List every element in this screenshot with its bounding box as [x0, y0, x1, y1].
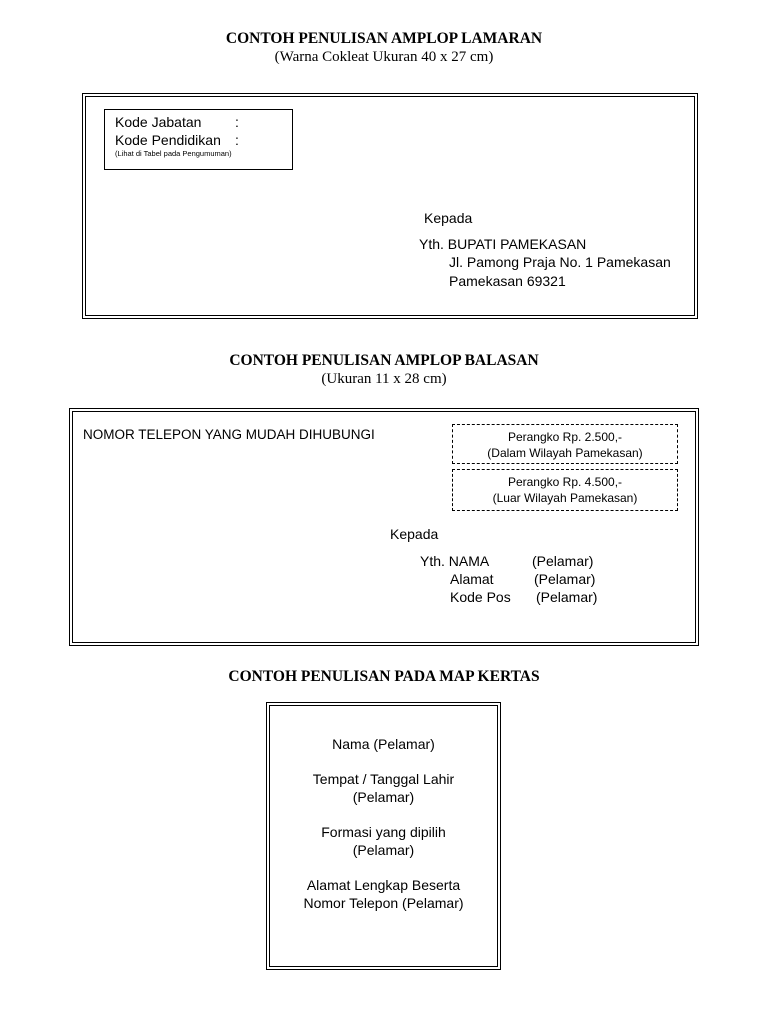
application-envelope: [82, 93, 698, 319]
nama-value: (Pelamar): [532, 553, 594, 569]
alamat-value: (Pelamar): [534, 571, 596, 587]
section2-title: CONTOH PENULISAN AMPLOP BALASAN: [229, 352, 539, 369]
folder-alamat-line2: Nomor Telepon (Pelamar): [303, 895, 464, 911]
folder-alamat-line1: Alamat Lengkap Beserta: [306, 877, 461, 893]
section1-title: CONTOH PENULISAN AMPLOP LAMARAN: [225, 30, 543, 47]
kode-jabatan-label: Kode Jabatan: [115, 114, 202, 130]
phone-note: NOMOR TELEPON YANG MUDAH DIHUBUNGI: [83, 427, 375, 442]
folder-formasi: Formasi yang dipilih: [321, 824, 446, 840]
code-note: (Lihat di Tabel pada Pengumuman): [115, 149, 232, 158]
section1-subtitle: (Warna Cokleat Ukuran 40 x 27 cm): [274, 49, 494, 65]
stamp-box-local: [452, 424, 678, 464]
stamp-outside-price: Perangko Rp. 4.500,-: [507, 475, 623, 489]
alamat-label: Alamat: [450, 571, 494, 587]
stamp-box-outside: [452, 469, 678, 511]
folder-ttl-value: (Pelamar): [352, 789, 415, 805]
nama-label: Yth. NAMA: [420, 553, 490, 569]
kode-jabatan-colon: :: [235, 114, 239, 130]
recipient-address-line1: Jl. Pamong Praja No. 1 Pamekasan: [449, 254, 671, 270]
paper-folder: [266, 702, 501, 970]
code-box: [104, 109, 293, 170]
section3-title: CONTOH PENULISAN PADA MAP KERTAS: [228, 668, 540, 685]
kode-pendidikan-label: Kode Pendidikan: [115, 132, 221, 148]
stamp-local-price: Perangko Rp. 2.500,-: [507, 430, 623, 444]
stamp-local-area: (Dalam Wilayah Pamekasan): [487, 446, 643, 460]
folder-ttl: Tempat / Tanggal Lahir: [312, 771, 455, 787]
kodepos-label: Kode Pos: [450, 589, 511, 605]
kepada-label: Kepada: [424, 210, 473, 226]
recipient-address-line2: Pamekasan 69321: [449, 273, 566, 289]
kodepos-value: (Pelamar): [536, 589, 598, 605]
stamp-outside-area: (Luar Wilayah Pamekasan): [492, 491, 638, 505]
kode-pendidikan-colon: :: [235, 132, 239, 148]
recipient-name: Yth. BUPATI PAMEKASAN: [419, 236, 587, 252]
kepada-label: Kepada: [390, 526, 439, 542]
section2-subtitle: (Ukuran 11 x 28 cm): [321, 371, 447, 387]
folder-nama: Nama (Pelamar): [332, 736, 435, 752]
folder-formasi-value: (Pelamar): [352, 842, 415, 858]
reply-envelope: [69, 408, 699, 646]
